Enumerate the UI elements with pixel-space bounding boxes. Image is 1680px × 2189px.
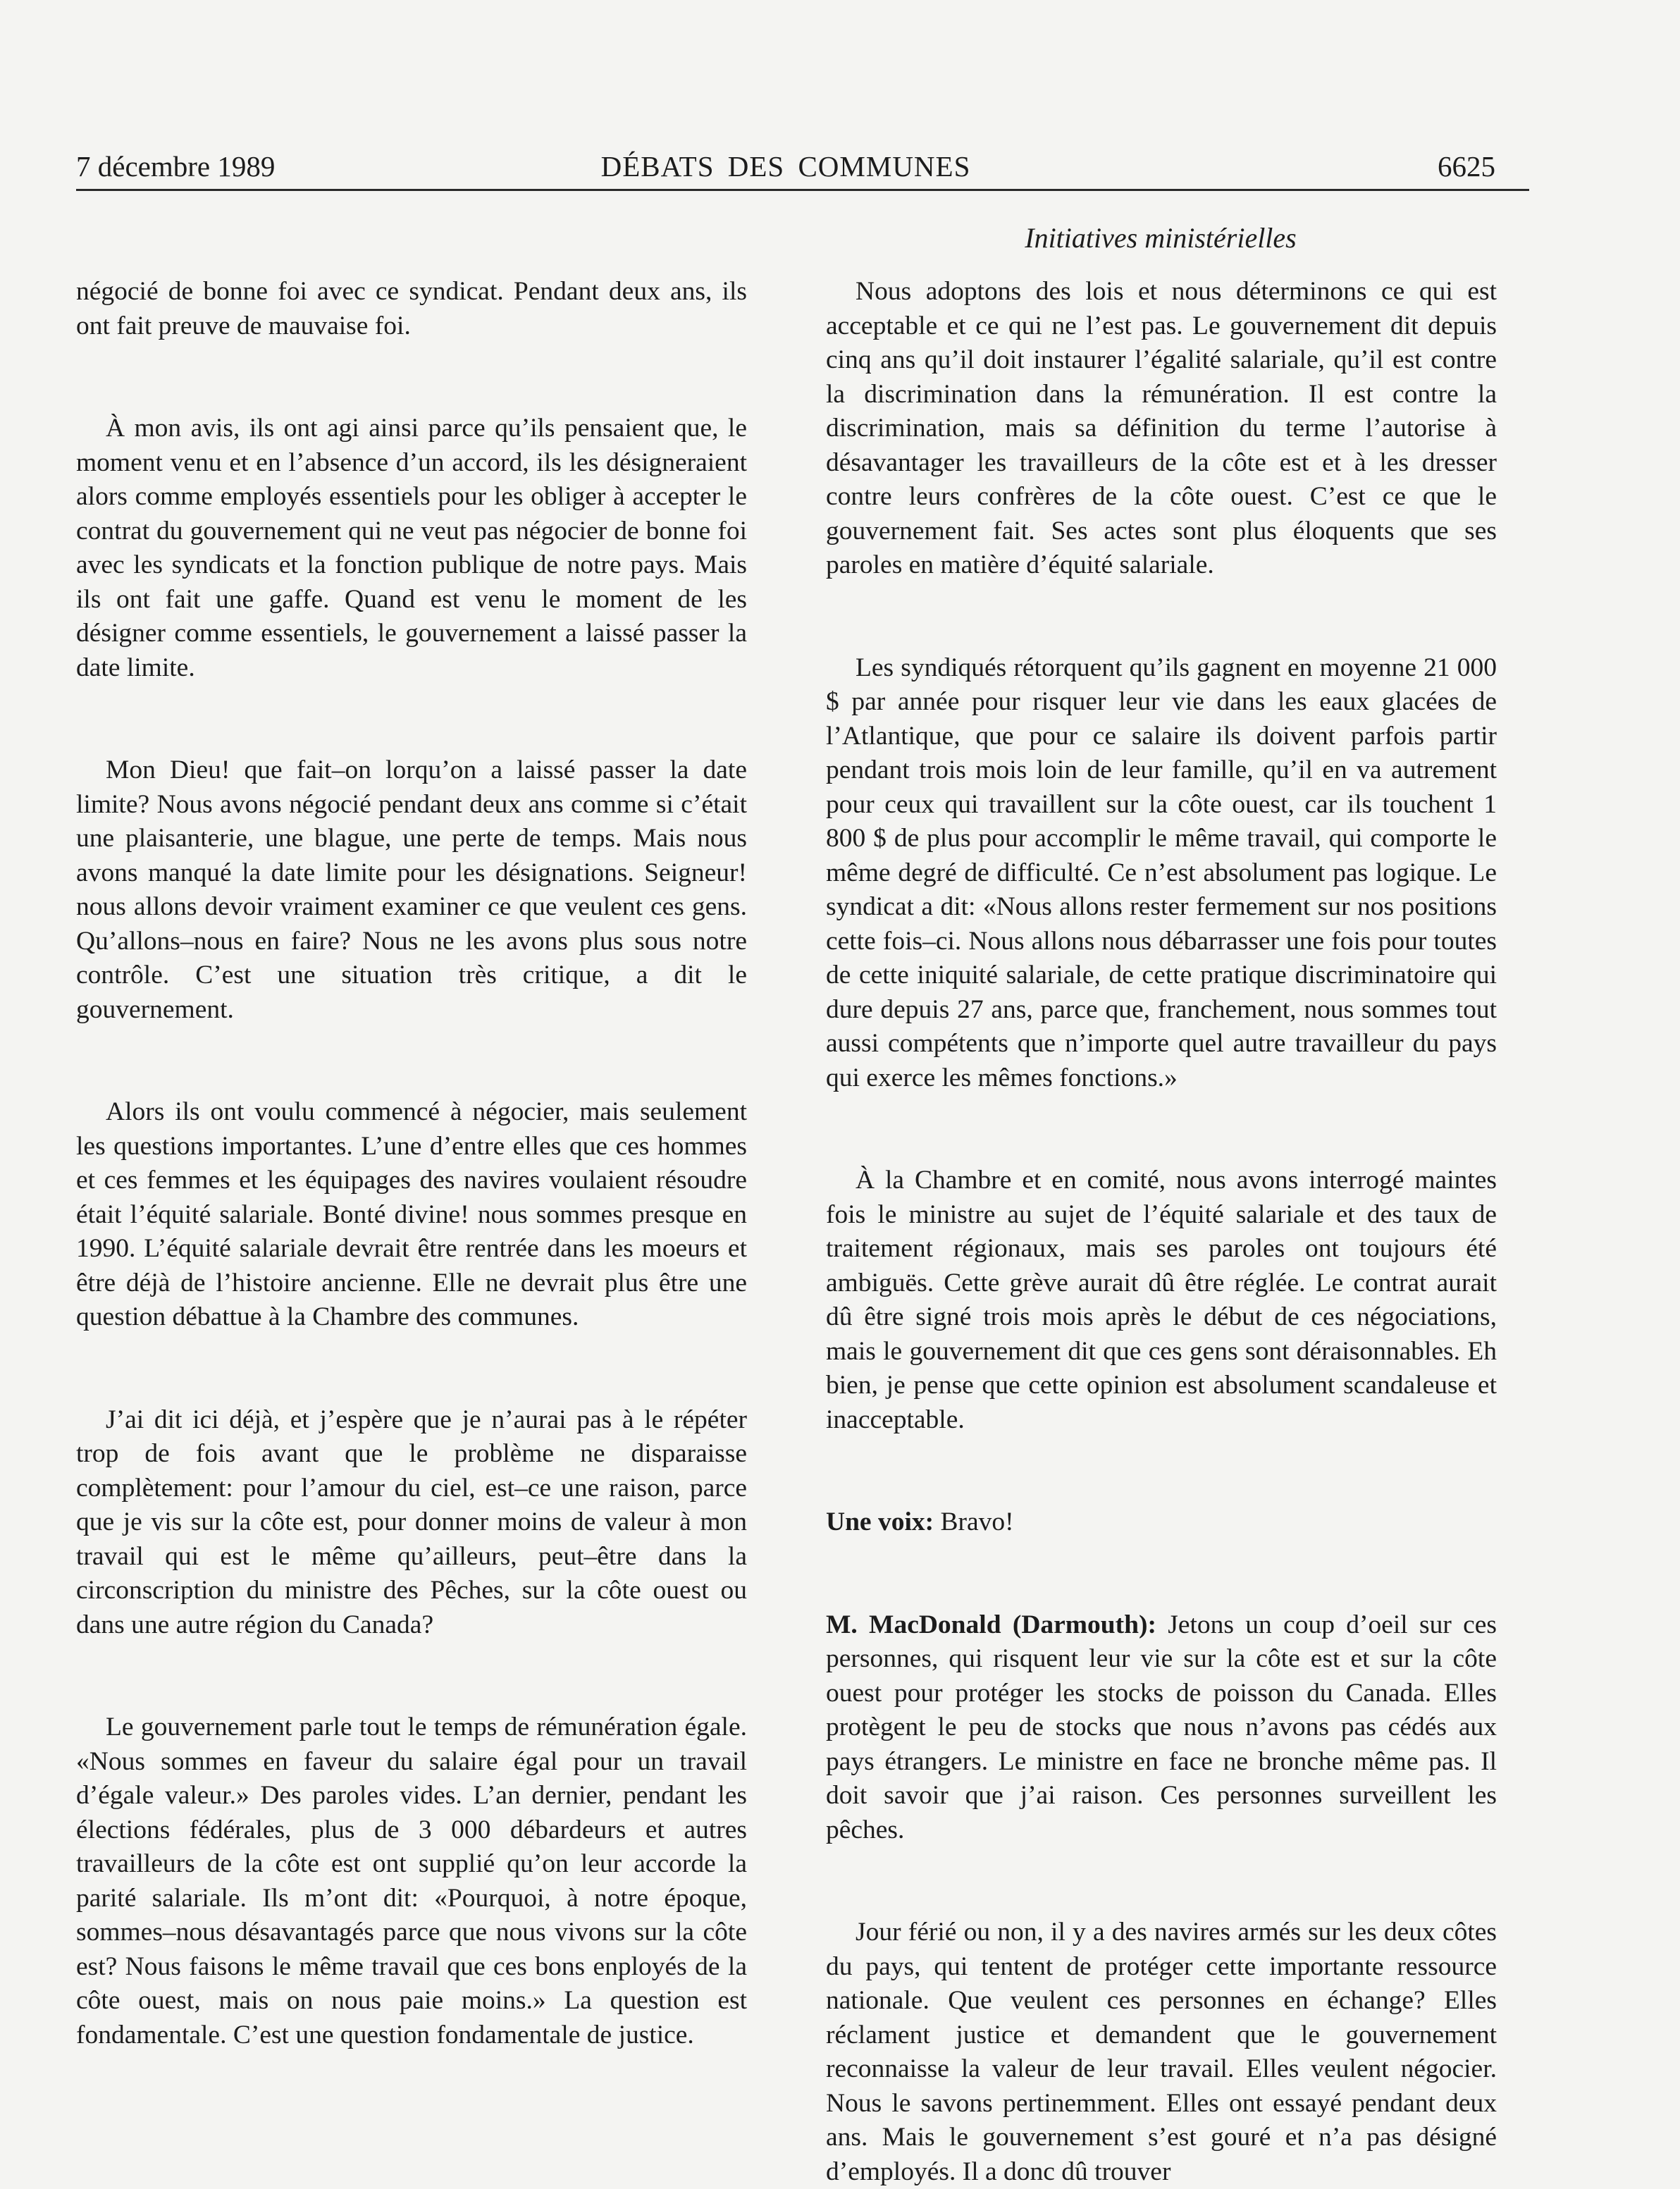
paragraph: J’ai dit ici déjà, et j’espère que je n’aurai pas à le répéter trop de fois avant que le problème ne disparaisse complètement: pour l’amour du ciel, est–ce une raison, parce que je vis sur la côte est, pour donner moins de valeur à mon travail qui est le même qu’ailleurs, peut–être dans la circonscription du ministre des Pêches, sur la côte ouest ou dans une autre région du Canada? <box>76 1405 747 1639</box>
paragraph: Alors ils ont voulu commencé à négocier, mais seulement les questions importantes. L’une d’entre elles que ces hommes et ces femmes et les équipages des navires voulaient résoudre était l’équité salariale. Bonté divine! nous sommes presque en 1990. L’équité salariale devrait être rentrée dans les moeurs et être déjà de l’histoire ancienne. Elle ne devrait plus être une question débattue à la Chambre des communes. <box>76 1097 747 1331</box>
header-rule <box>76 189 1529 191</box>
speech-paragraph <box>826 1608 1497 1848</box>
speaker-name: Une voix: <box>826 1507 934 1536</box>
header-title: DÉBATS DES COMMUNES <box>600 150 971 183</box>
paragraph: À mon avis, ils ont agi ainsi parce qu’ils pensaient que, le moment venu et en l’absence d’un accord, ils les désigneraient alors comme employés essentiels pour les obliger à accepter le contrat du gouvernement qui ne veut pas négocier de bonne foi avec les syndicats et la fonction publique de notre pays. Mais ils ont fait une gaffe. Quand est venu le moment de les désigner comme essentiels, le gouvernement a laissé passer la date limite. <box>76 414 747 682</box>
interjection-text: Bravo! <box>934 1507 1014 1536</box>
speaker-name: M. MacDonald (Darmouth): <box>826 1610 1156 1639</box>
paragraph: négocié de bonne foi avec ce syndicat. Pendant deux ans, ils ont fait preuve de mauvaise foi. <box>76 277 747 340</box>
interjection <box>826 1505 1497 1540</box>
paragraph: Jour férié ou non, il y a des navires armés sur les deux côtes du pays, qui tentent de protéger cette importante ressource nationale. Que veulent ces personnes en échange? Elles réclament justice et demandent que le gouvernement reconnaisse la valeur de leur travail. Elles veulent négocier. Nous le savons pertinemment. Elles ont essayé pendant deux ans. Mais le gouvernement s’est gouré et n’a pas désigné d’employés. Il a donc dû trouver <box>826 1918 1497 2186</box>
page-number: 6625 <box>1438 150 1495 183</box>
paragraph: Mon Dieu! que fait–on lorqu’on a laissé passer la date limite? Nous avons négocié pendant deux ans comme si c’était une plaisanterie, une blague, une perte de temps. Mais nous avons manqué la date limite pour les désignations. Seigneur! nous allons devoir vraiment examiner ce que veulent ces gens. Qu’allons–nous en faire? Nous ne les avons plus sous notre contrôle. C’est une situation très critique, a dit le gouvernement. <box>76 756 747 1024</box>
section-label: Initiatives ministérielles <box>1025 222 1297 254</box>
left-column <box>76 275 747 2052</box>
header-date: 7 décembre 1989 <box>76 150 276 183</box>
paragraph: À la Chambre et en comité, nous avons interrogé maintes fois le ministre au sujet de l’équité salariale et des taux de traitement régionaux, mais ses paroles ont toujours été ambiguës. Cette grève aurait dû être réglée. Le contrat aurait dû être signé trois mois après le début de ces négociations, mais le gouvernement dit que ces gens sont déraisonnables. Eh bien, je pense que cette opinion est absolument scandaleuse et inacceptable. <box>826 1166 1497 1434</box>
page-header <box>76 145 1495 187</box>
paragraph: Nous adoptons des lois et nous déterminons ce qui est acceptable et ce qui ne l’est pas. Le gouvernement dit depuis cinq ans qu’il doit instaurer l’égalité salariale, qu’il est contre la discrimination dans la rémunération. Il est contre la discrimination, mais sa définition du terme l’autorise à désavantager les travailleurs de la côte est et à les dresser contre leurs confrères de la côte ouest. C’est ce que le gouvernement fait. Ses actes sont plus éloquents que ses paroles en matière d’équité salariale. <box>826 277 1497 579</box>
speech-text: Jetons un coup d’oeil sur ces personnes, qui risquent leur vie sur la côte est et sur la côte ouest pour protéger les stocks de poisson du Canada. Elles protègent le peu de stocks que nous n’avons pas cédés aux pays étrangers. Le ministre en face ne bronche même pas. Il doit savoir que j’ai raison. Ces personnes surveillent les pêches. <box>826 1610 1497 1844</box>
paragraph: Les syndiqués rétorquent qu’ils gagnent en moyenne 21 000 $ par année pour risquer leur vie dans les eaux glacées de l’Atlantique, que pour ce salaire ils doivent parfois partir pendant trois mois loin de leur famille, qu’il en va autrement pour ceux qui travaillent sur la côte ouest, car ils touchent 1 800 $ de plus pour accomplir le même travail, qui comporte le même degré de difficulté. Ce n’est absolument pas logique. Le syndicat a dit: «Nous allons rester fermement sur nos positions cette fois–ci. Nous allons nous débarrasser une fois pour toutes de cette iniquité salariale, de cette pratique discriminatoire qui dure depuis 27 ans, parce que, franchement, nous sommes tout aussi compétents que n’importe quel autre travailleur du pays qui exerce les mêmes fonctions.» <box>826 653 1497 1092</box>
paragraph: Le gouvernement parle tout le temps de rémunération égale. «Nous sommes en faveur du salaire égal pour un travail d’égale valeur.» Des paroles vides. L’an dernier, pendant les élections fédérales, plus de 3 000 débardeurs et autres travailleurs de la côte est ont supplié qu’on leur accorde la parité salariale. Ils m’ont dit: «Pourquoi, à notre époque, sommes–nous désavantagés parce que nous vivons sur la côte est? Nous faisons le même travail que ces bons enployés de la côte ouest, mais on nous paie moins.» La question est fondamentale. C’est une question fondamentale de justice. <box>76 1713 747 2049</box>
right-column <box>826 275 1497 2189</box>
